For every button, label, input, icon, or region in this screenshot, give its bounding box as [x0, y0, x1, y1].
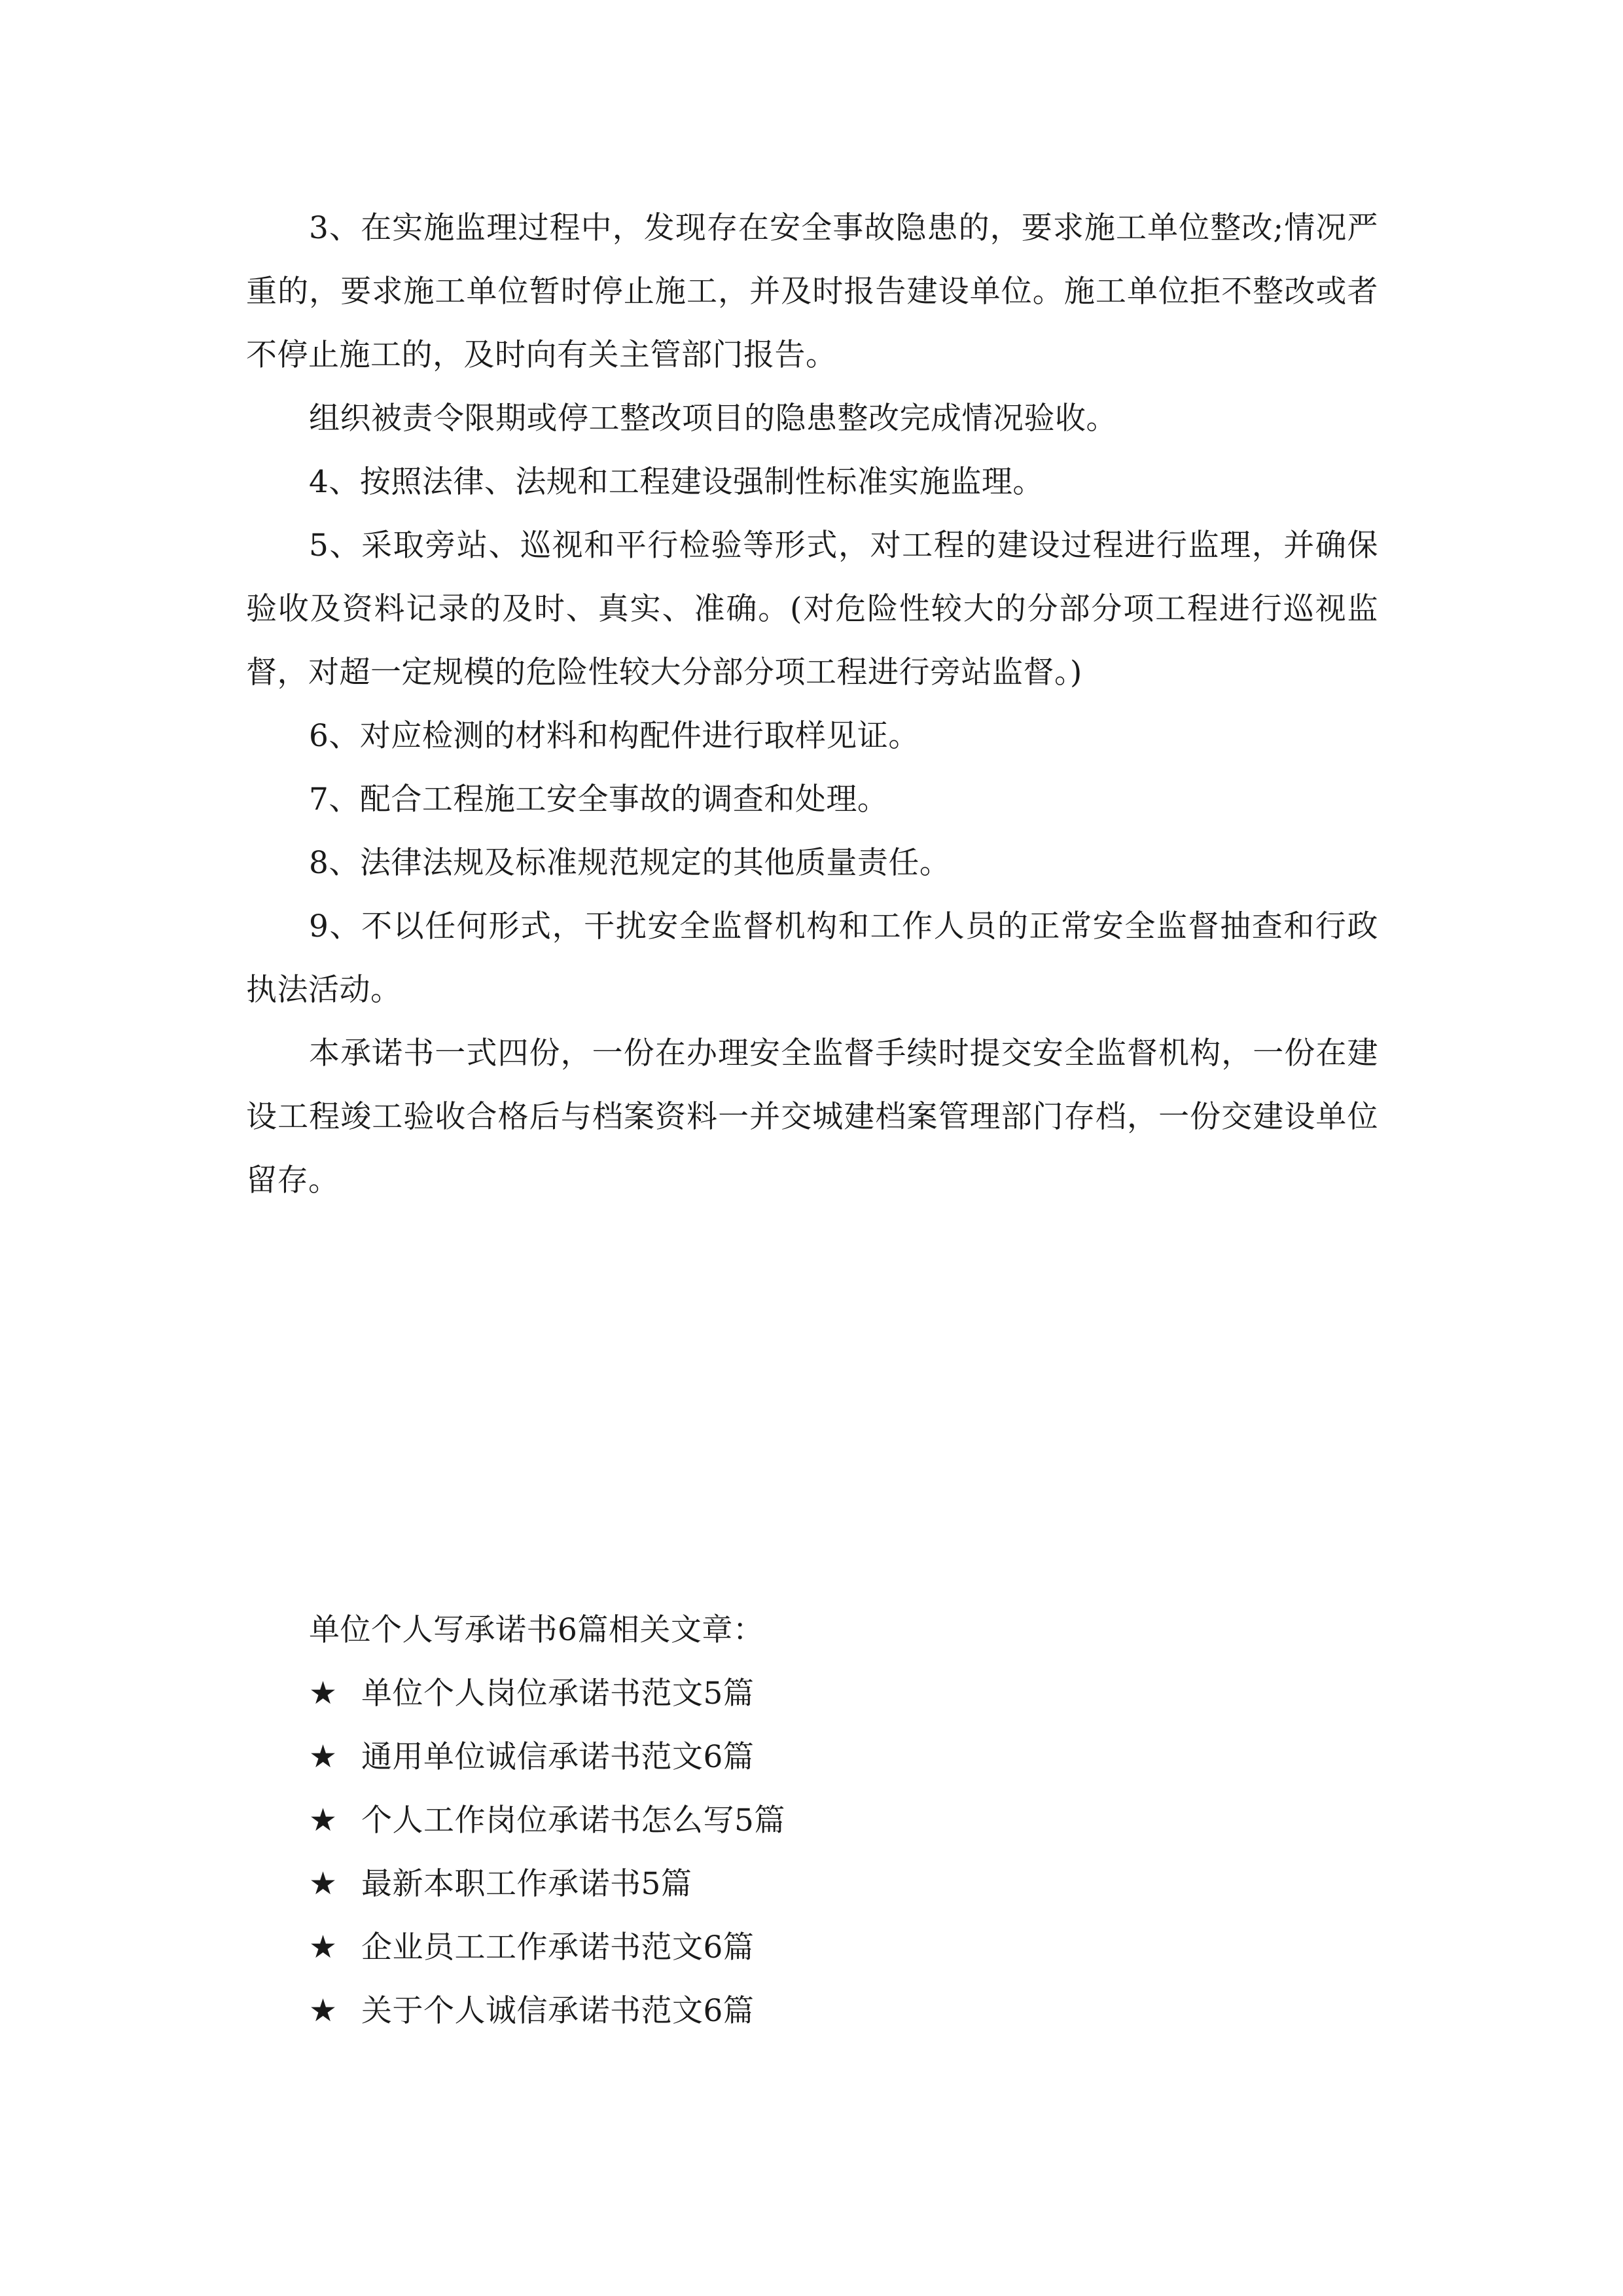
paragraph-item-9: 9、不以任何形式，干扰安全监督机构和工作人员的正常安全监督抽查和行政执法活动。 [246, 908, 1378, 1008]
document-body [246, 196, 1378, 1212]
related-article-link[interactable] [309, 1979, 1291, 2043]
related-article-link[interactable] [309, 1852, 1291, 1916]
paragraph-item-8: 8、法律法规及标准规范规定的其他质量责任。 [309, 845, 951, 881]
related-article-link[interactable] [309, 1916, 1291, 1979]
related-article-title: 单位个人岗位承诺书范文5篇 [361, 1676, 755, 1712]
related-articles-list [309, 1662, 1291, 2043]
related-article-link[interactable] [309, 1662, 1291, 1725]
paragraph-copies-note: 本承诺书一式四份，一份在办理安全监督手续时提交安全监督机构，一份在建设工程竣工验收合格后与档案资料一并交城建档案管理部门存档，一份交建设单位留存。 [246, 1035, 1378, 1198]
related-articles [309, 1598, 1291, 2043]
paragraph-item-6: 6、对应检测的材料和构配件进行取样见证。 [309, 718, 919, 754]
paragraph-item-3: 3、在实施监理过程中，发现存在安全事故隐患的，要求施工单位整改;情况严重的，要求施工单位暂时停止施工，并及时报告建设单位。施工单位拒不整改或者不停止施工的，及时向有关主管部门报告。 [246, 210, 1378, 373]
star-icon: ★ [309, 1929, 338, 1965]
related-article-title: 个人工作岗位承诺书怎么写5篇 [361, 1803, 785, 1839]
related-articles-title: 单位个人写承诺书6篇相关文章： [309, 1612, 764, 1648]
paragraph-item-7: 7、配合工程施工安全事故的调查和处理。 [309, 781, 889, 817]
paragraph-hazard-acceptance: 组织被责令限期或停工整改项目的隐患整改完成情况验收。 [309, 401, 1117, 437]
related-article-title: 最新本职工作承诺书5篇 [361, 1866, 692, 1902]
related-article-link[interactable] [309, 1789, 1291, 1852]
related-article-link[interactable] [309, 1725, 1291, 1789]
related-article-title: 关于个人诚信承诺书范文6篇 [361, 1993, 755, 2029]
star-icon: ★ [309, 1802, 338, 1839]
related-article-title: 企业员工工作承诺书范文6篇 [361, 1929, 755, 1965]
star-icon: ★ [309, 1992, 338, 2029]
paragraph-item-5: 5、采取旁站、巡视和平行检验等形式，对工程的建设过程进行监理，并确保验收及资料记录的及时、真实、准确。(对危险性较大的分部分项工程进行巡视监督，对超一定规模的危险性较大分部分项工程进行旁站监督。) [246, 528, 1378, 691]
related-article-title: 通用单位诚信承诺书范文6篇 [361, 1739, 755, 1775]
paragraph-item-4: 4、按照法律、法规和工程建设强制性标准实施监理。 [309, 464, 1044, 500]
star-icon: ★ [309, 1865, 338, 1902]
star-icon: ★ [309, 1738, 338, 1775]
star-icon: ★ [309, 1675, 338, 1712]
